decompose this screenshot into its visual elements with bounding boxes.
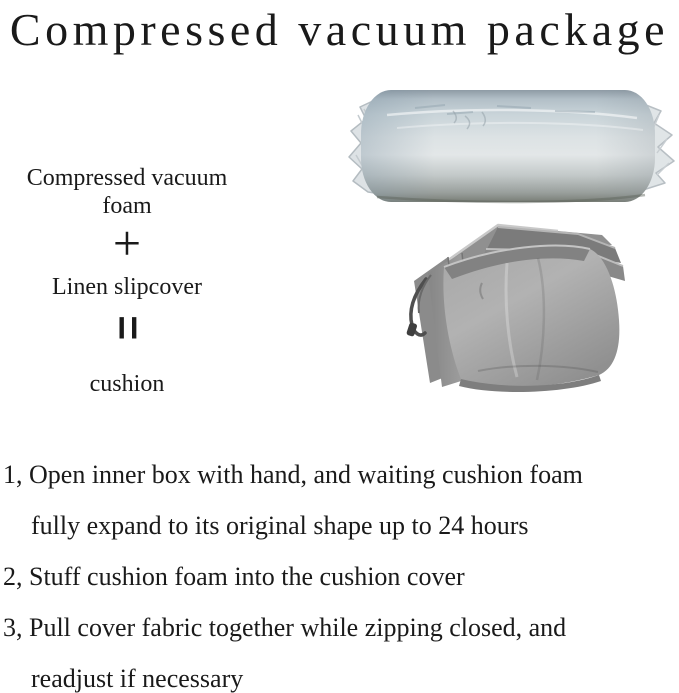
page-title: Compressed vacuum package	[9, 4, 670, 55]
plus-symbol: +	[112, 215, 142, 271]
formula-result-cushion: cushion	[89, 371, 165, 397]
instructions-list	[3, 449, 675, 693]
instruction-step-3-line-2: readjust if necessary	[31, 664, 244, 693]
instruction-step-3-line-1: 3, Pull cover fabric together while zipping closed, and	[3, 613, 567, 642]
slipcover-image	[386, 221, 630, 397]
foam-roll-image	[345, 85, 677, 207]
equals-symbol: =	[93, 314, 163, 342]
formula-block	[0, 164, 254, 398]
instruction-step-2: 2, Stuff cushion foam into the cushion cover	[3, 562, 465, 591]
formula-item-foam: Compressed vacuum foam	[26, 165, 228, 219]
instruction-step-1-line-1: 1, Open inner box with hand, and waiting cushion foam	[3, 460, 583, 489]
formula-item-slipcover: Linen slipcover	[52, 274, 202, 300]
instruction-step-1-line-2: fully expand to its original shape up to 24 hours	[31, 511, 529, 540]
